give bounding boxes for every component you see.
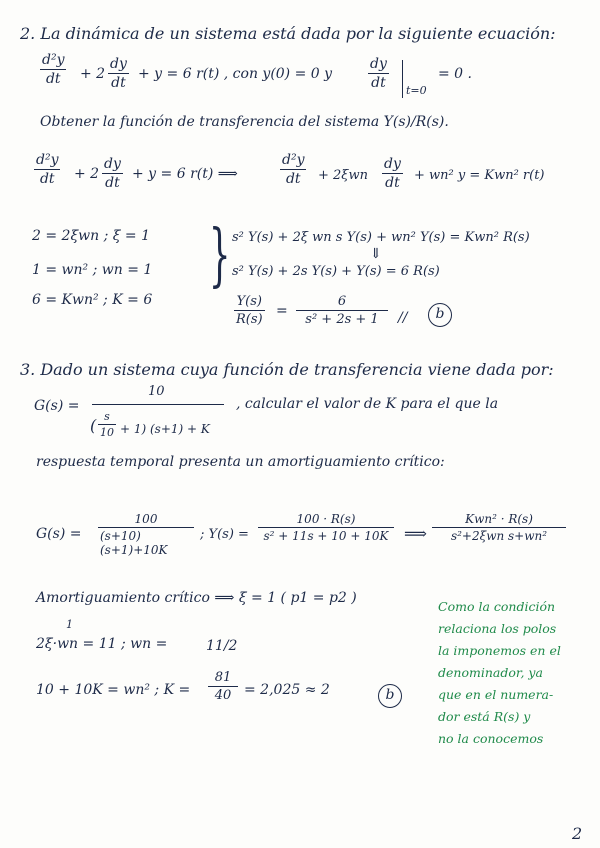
fraction-dy-dt-initial: dy dt — [370, 56, 387, 91]
laplace-general: s² Y(s) + 2ξ wn s Y(s) + wn² Y(s) = Kwn² R(s) — [232, 230, 530, 245]
fraction-d2y-dt: d²y dt — [42, 52, 65, 87]
k-fraction: 81 40 — [208, 670, 238, 703]
green-margin-note: Como la condición relaciona los polos la imponemos en el denominador, ya que en el numera- dor está R(s) y no la conocemos — [438, 599, 561, 746]
q3-y-fraction: 100 · R(s) s² + 11s + 10 + 10K — [258, 512, 394, 543]
down-arrow: ⇓ — [370, 246, 382, 262]
laplace-specific: s² Y(s) + 2s Y(s) + Y(s) = 6 R(s) — [232, 264, 440, 279]
question-2-heading: 2. La dinámica de un sistema está dada por la siguiente ecuación: — [20, 24, 556, 43]
identification-zeta: 2 = 2ξwn ; ξ = 1 — [32, 228, 151, 244]
critical-damping-line: Amortiguamiento crítico ⟹ ξ = 1 ( p1 = p2 ) — [36, 590, 357, 606]
transfer-fraction-result: 6 s² + 2s + 1 — [296, 294, 388, 327]
identification-k: 6 = Kwn² ; K = 6 — [32, 292, 153, 308]
answer-circle-q2: b — [428, 303, 452, 327]
fraction-dy-dt: dy dt — [110, 56, 127, 91]
page-number: 2 — [572, 824, 583, 843]
identification-wn: 1 = wn² ; wn = 1 — [32, 262, 153, 278]
q2-instruction: Obtener la función de transferencia del sistema Y(s)/R(s). — [40, 114, 449, 130]
q3-standard-form-fraction: Kwn² · R(s) s²+2ξwn s+wn² — [432, 512, 566, 543]
answer-circle-q3: b — [378, 684, 402, 708]
brace: } — [208, 216, 231, 295]
q3-g-fraction: 100 (s+10)(s+1)+10K — [98, 512, 194, 557]
transfer-fraction-ys-rs: Y(s) R(s) — [236, 294, 263, 327]
question-3-heading: 3. Dado un sistema cuya función de transferencia viene dada por: — [20, 360, 554, 379]
